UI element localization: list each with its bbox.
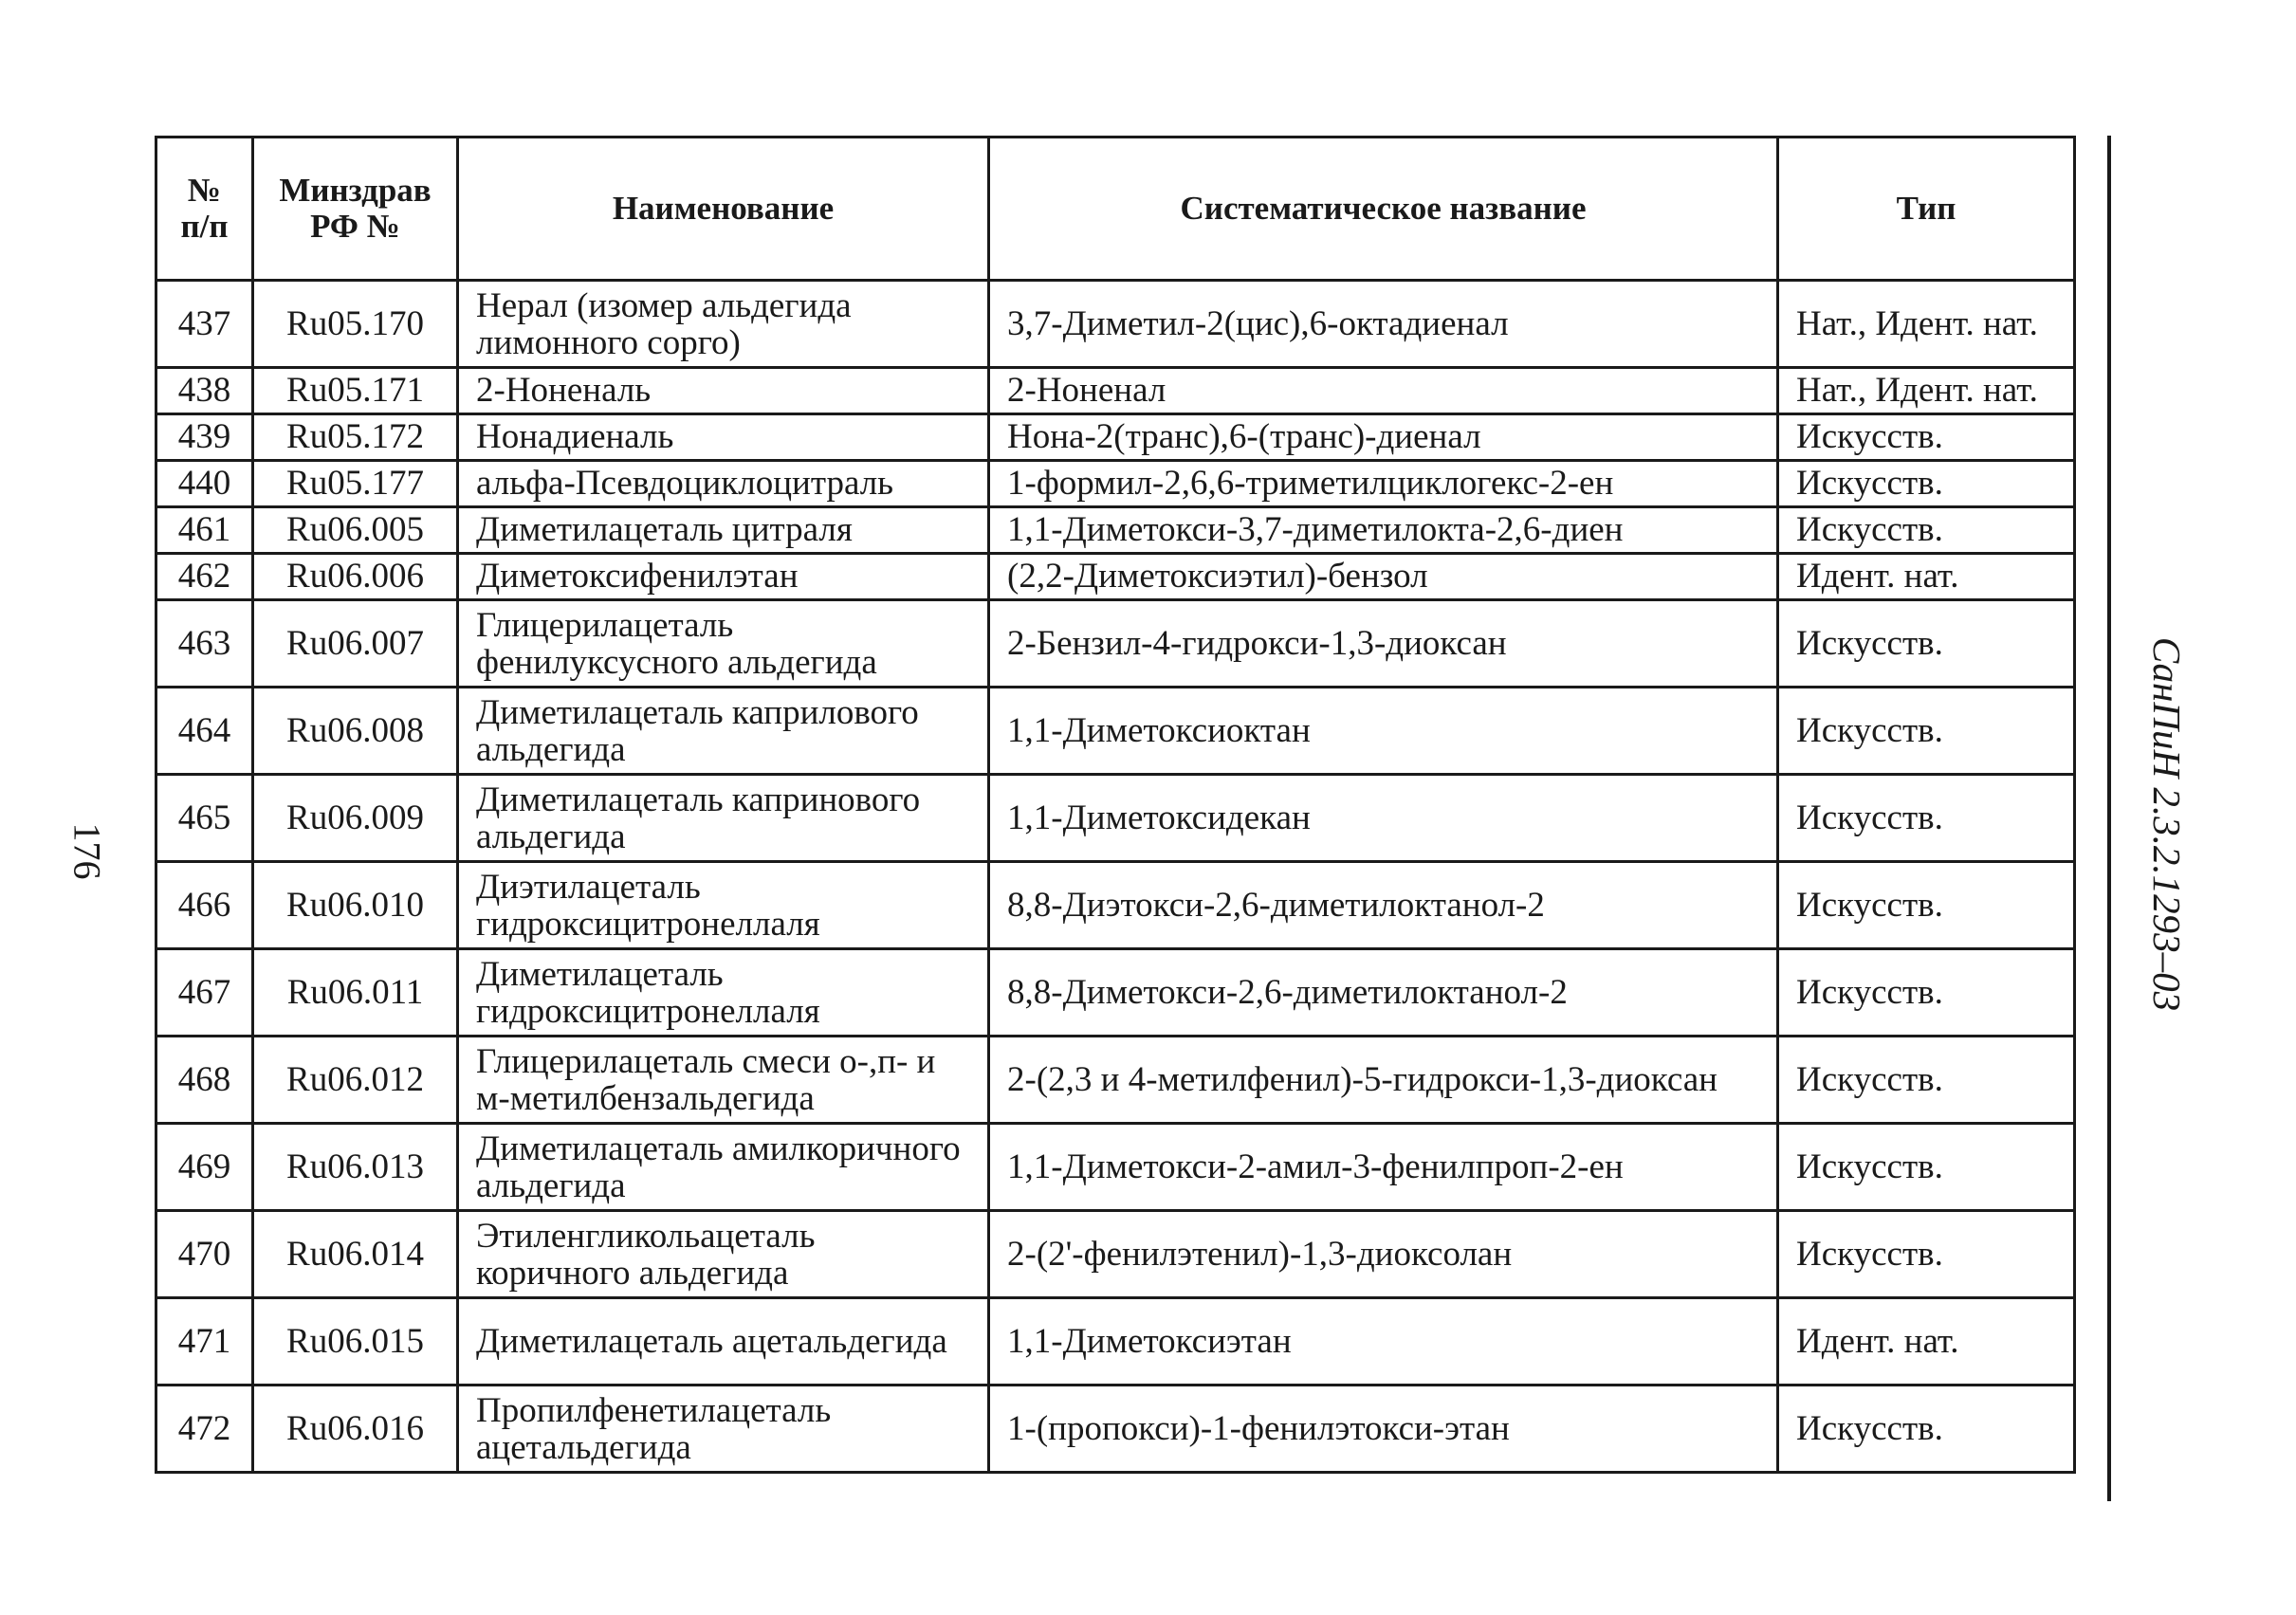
cell-type: Искусств. bbox=[1778, 461, 2075, 507]
table-header-row bbox=[156, 138, 2075, 281]
cell-name: Диметоксифенилэтан bbox=[458, 554, 989, 600]
cell-code: Ru05.172 bbox=[253, 414, 458, 461]
table-row bbox=[156, 1211, 2075, 1298]
cell-type: Искусств. bbox=[1778, 414, 2075, 461]
cell-type: Искусств. bbox=[1778, 775, 2075, 862]
cell-name: Нонадиеналь bbox=[458, 414, 989, 461]
cell-systematic: 1,1-Диметокси-3,7-диметилокта-2,6-диен bbox=[989, 507, 1778, 554]
cell-name: Диметилацеталь капринового альдегида bbox=[458, 775, 989, 862]
cell-code: Ru06.009 bbox=[253, 775, 458, 862]
cell-type: Искусств. bbox=[1778, 1037, 2075, 1124]
cell-number: 471 bbox=[156, 1298, 253, 1386]
cell-code: Ru06.005 bbox=[253, 507, 458, 554]
margin-rule bbox=[2107, 136, 2111, 1501]
cell-name: Глицерилацеталь фенилуксусного альдегида bbox=[458, 600, 989, 688]
cell-number: 440 bbox=[156, 461, 253, 507]
cell-code: Ru06.006 bbox=[253, 554, 458, 600]
cell-systematic: 3,7-Диметил-2(цис),6-октадиенал bbox=[989, 281, 1778, 368]
cell-type: Искусств. bbox=[1778, 507, 2075, 554]
cell-type: Искусств. bbox=[1778, 949, 2075, 1037]
cell-number: 468 bbox=[156, 1037, 253, 1124]
cell-number: 438 bbox=[156, 368, 253, 414]
cell-number: 464 bbox=[156, 688, 253, 775]
header-type: Тип bbox=[1778, 138, 2075, 281]
table-row bbox=[156, 600, 2075, 688]
cell-number: 467 bbox=[156, 949, 253, 1037]
cell-code: Ru05.177 bbox=[253, 461, 458, 507]
cell-number: 466 bbox=[156, 862, 253, 949]
table-row bbox=[156, 461, 2075, 507]
cell-number: 437 bbox=[156, 281, 253, 368]
cell-number: 462 bbox=[156, 554, 253, 600]
cell-name: Диметилацеталь ацетальдегида bbox=[458, 1298, 989, 1386]
table-row bbox=[156, 281, 2075, 368]
cell-code: Ru06.008 bbox=[253, 688, 458, 775]
cell-systematic: 1,1-Диметоксиоктан bbox=[989, 688, 1778, 775]
document-code: СанПиН 2.3.2.1293–03 bbox=[2145, 636, 2189, 1012]
cell-number: 472 bbox=[156, 1386, 253, 1473]
cell-code: Ru06.016 bbox=[253, 1386, 458, 1473]
cell-systematic: 2-Бензил-4-гидрокси-1,3-диоксан bbox=[989, 600, 1778, 688]
cell-type: Идент. нат. bbox=[1778, 554, 2075, 600]
header-systematic-name: Систематическое название bbox=[989, 138, 1778, 281]
cell-type: Искусств. bbox=[1778, 600, 2075, 688]
table-row bbox=[156, 507, 2075, 554]
cell-systematic: 1-(пропокси)-1-фенилэтокси-этан bbox=[989, 1386, 1778, 1473]
table-row bbox=[156, 775, 2075, 862]
table-row bbox=[156, 554, 2075, 600]
table-row bbox=[156, 1298, 2075, 1386]
cell-number: 469 bbox=[156, 1124, 253, 1211]
cell-type: Нат., Идент. нат. bbox=[1778, 281, 2075, 368]
table-row bbox=[156, 688, 2075, 775]
cell-number: 461 bbox=[156, 507, 253, 554]
cell-code: Ru06.010 bbox=[253, 862, 458, 949]
table-row bbox=[156, 1386, 2075, 1473]
cell-code: Ru06.013 bbox=[253, 1124, 458, 1211]
cell-type: Идент. нат. bbox=[1778, 1298, 2075, 1386]
cell-number: 439 bbox=[156, 414, 253, 461]
cell-systematic: 8,8-Диметокси-2,6-диметилоктанол-2 bbox=[989, 949, 1778, 1037]
cell-type: Искусств. bbox=[1778, 1211, 2075, 1298]
cell-systematic: 1-формил-2,6,6-триметилциклогекс-2-ен bbox=[989, 461, 1778, 507]
cell-type: Искусств. bbox=[1778, 862, 2075, 949]
cell-name: Диметилацеталь цитраля bbox=[458, 507, 989, 554]
table-row bbox=[156, 414, 2075, 461]
cell-systematic: (2,2-Диметоксиэтил)-бензол bbox=[989, 554, 1778, 600]
cell-systematic: 1,1-Диметоксидекан bbox=[989, 775, 1778, 862]
cell-code: Ru06.015 bbox=[253, 1298, 458, 1386]
cell-type: Искусств. bbox=[1778, 1124, 2075, 1211]
substances-table bbox=[155, 136, 2076, 1474]
header-number: № п/п bbox=[156, 138, 253, 281]
cell-systematic: 2-Ноненал bbox=[989, 368, 1778, 414]
cell-name: Диметилацеталь гидроксицитронеллаля bbox=[458, 949, 989, 1037]
cell-code: Ru06.014 bbox=[253, 1211, 458, 1298]
table-row bbox=[156, 1037, 2075, 1124]
cell-systematic: Нона-2(транс),6-(транс)-диенал bbox=[989, 414, 1778, 461]
cell-number: 465 bbox=[156, 775, 253, 862]
cell-name: Диметилацеталь амилкоричного альдегида bbox=[458, 1124, 989, 1211]
cell-name: Нерал (изомер альдегида лимонного сорго) bbox=[458, 281, 989, 368]
cell-name: Пропилфенетилацеталь ацетальдегида bbox=[458, 1386, 989, 1473]
cell-name: Глицерилацеталь смеси о-,п- и м-метилбензальдегида bbox=[458, 1037, 989, 1124]
cell-code: Ru05.171 bbox=[253, 368, 458, 414]
table-row bbox=[156, 949, 2075, 1037]
table-row bbox=[156, 1124, 2075, 1211]
cell-name: Диэтилацеталь гидроксицитронеллаля bbox=[458, 862, 989, 949]
cell-systematic: 8,8-Диэтокси-2,6-диметилоктанол-2 bbox=[989, 862, 1778, 949]
table-row bbox=[156, 368, 2075, 414]
page-number: 176 bbox=[65, 822, 109, 880]
cell-code: Ru06.011 bbox=[253, 949, 458, 1037]
cell-number: 463 bbox=[156, 600, 253, 688]
cell-code: Ru06.012 bbox=[253, 1037, 458, 1124]
cell-systematic: 1,1-Диметокси-2-амил-3-фенилпроп-2-ен bbox=[989, 1124, 1778, 1211]
cell-name: Диметилацеталь каприлового альдегида bbox=[458, 688, 989, 775]
cell-systematic: 2-(2,3 и 4-метилфенил)-5-гидрокси-1,3-диоксан bbox=[989, 1037, 1778, 1124]
cell-systematic: 2-(2'-фенилэтенил)-1,3-диоксолан bbox=[989, 1211, 1778, 1298]
cell-systematic: 1,1-Диметоксиэтан bbox=[989, 1298, 1778, 1386]
cell-code: Ru06.007 bbox=[253, 600, 458, 688]
header-name: Наименование bbox=[458, 138, 989, 281]
header-ministry-code: Минздрав РФ № bbox=[253, 138, 458, 281]
cell-name: альфа-Псевдоциклоцитраль bbox=[458, 461, 989, 507]
cell-name: Этиленгликольацеталь коричного альдегида bbox=[458, 1211, 989, 1298]
cell-number: 470 bbox=[156, 1211, 253, 1298]
cell-type: Нат., Идент. нат. bbox=[1778, 368, 2075, 414]
cell-type: Искусств. bbox=[1778, 688, 2075, 775]
cell-name: 2-Ноненаль bbox=[458, 368, 989, 414]
table-row bbox=[156, 862, 2075, 949]
cell-code: Ru05.170 bbox=[253, 281, 458, 368]
cell-type: Искусств. bbox=[1778, 1386, 2075, 1473]
